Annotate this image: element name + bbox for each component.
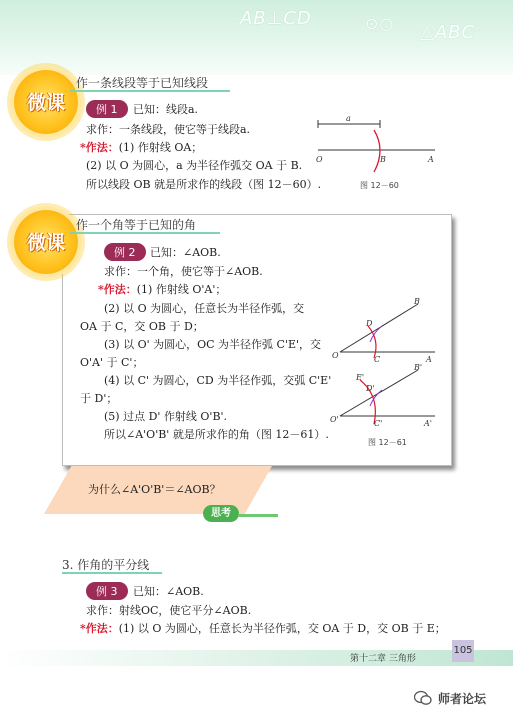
fig-bottom-b: B' [414,363,423,372]
weike-sun-badge-2 [14,210,78,274]
method-label: *作法： [98,283,137,296]
example-1-badge: 例 1 [86,100,128,118]
step-1: (1) 以 O 为圆心，任意长为半径作弧，交 OA 于 D，交 OB 于 E； [118,622,446,635]
section-title-3: 3. 作角的平分线 [62,558,150,572]
step-1: (1) 作射线 OA； [118,141,203,154]
weike-sun-badge-1 [14,70,78,134]
fig-top-d: D [366,319,373,328]
example-3-badge: 例 3 [86,582,128,600]
fig-top-c: C [374,355,381,364]
title-underline [62,572,162,574]
example-2-task: 求作：一个角，使它等于∠AOB. [104,265,263,278]
section-title-1: 作一条线段等于已知线段 [76,76,209,90]
figure-12-60 [310,110,445,182]
fig-label-a-end: A [428,155,434,164]
example-1-conclusion: 所以线段 OB 就是所求作的线段（图 12－60）. [86,178,322,191]
example-2-step-3b: O'A' 于 C'； [80,356,144,369]
fig-bottom-o: O' [330,415,339,424]
think-question: 为什么∠A'O'B'＝∠AOB？ [88,483,221,496]
method-label: *作法： [80,622,119,635]
example-1-known: 已知：线段a. [133,103,199,116]
page-number: 105 [452,640,474,662]
weike-label: 微课 [26,92,65,114]
example-2-method [98,281,226,297]
think-badge-strip [238,514,278,517]
example-3-method [80,620,446,636]
example-2-step-3a: (3) 以 O' 为圆心，OC 为半径作弧 C'E'，交 [104,338,322,351]
weike-label: 微课 [26,232,65,254]
step-1: (1) 作射线 O'A'； [136,283,227,296]
example-1-step-2: (2) 以 O 为圆心，a 为半径作弧交 OA 于 B. [86,159,303,172]
title-underline [70,232,220,234]
example-3-task: 求作：射线OC，使它平分∠AOB. [86,604,252,617]
footer-band [0,650,513,666]
fig-bottom-d: D' [366,384,375,393]
fig-label-a: a [346,114,351,123]
think-badge: 思考 [203,505,239,522]
fig-top-o: O [332,351,339,360]
fig-bottom-a: A' [424,419,432,428]
example-1-method [80,139,202,155]
watermark-text: 师者论坛 [438,692,487,706]
example-2-step-5: (5) 过点 D' 作射线 O'B'. [104,410,228,423]
header-decoration-circles: ⊙○ [365,14,395,33]
header-decoration-triangle: △ABC [420,22,476,43]
section-title-2: 作一个角等于已知的角 [76,218,197,232]
example-2-step-4a: (4) 以 C' 为圆心，CD 为半径作弧，交弧 C'E' [104,374,332,387]
example-2-known: 已知：∠AOB. [150,246,221,259]
wechat-icon [414,690,432,706]
method-label: *作法： [80,141,119,154]
figure-12-61 [330,296,442,436]
example-2-badge: 例 2 [104,243,146,261]
fig-top-b: B [414,297,420,306]
figure-12-61-caption: 图 12－61 [368,438,407,447]
fig-bottom-c: C' [374,419,383,428]
example-2-step-2b: OA 于 C，交 OB 于 D； [80,320,204,333]
example-3-known: 已知：∠AOB. [133,585,204,598]
fig-top-a: A [426,355,432,364]
example-2-conclusion: 所以∠A'O'B' 就是所求作的角（图 12－61）. [104,428,329,441]
figure-12-60-caption: 图 12－60 [360,181,399,190]
example-1-task: 求作：一条线段，使它等于线段a. [86,123,251,136]
fig-label-o: O [316,155,323,164]
example-2-step-2a: (2) 以 O 为圆心，任意长为半径作弧，交 [104,302,305,315]
header-decoration-perpendicular: AB⊥CD [240,8,312,29]
title-underline [70,90,230,92]
fig-bottom-e: E' [356,373,365,382]
example-2-step-4b: 于 D'； [80,392,118,405]
fig-label-b: B [380,155,386,164]
footer-chapter: 第十二章 三角形 [350,654,416,664]
